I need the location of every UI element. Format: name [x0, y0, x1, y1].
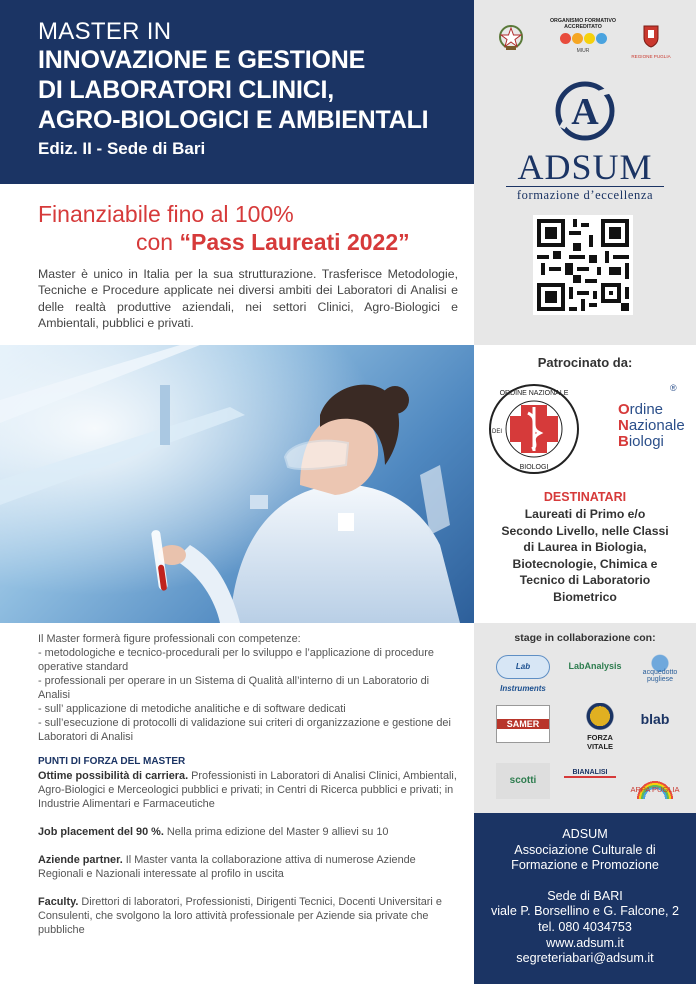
funding-pass: “Pass Laureati 2022”	[179, 229, 410, 255]
intro-paragraph: Master è unico in Italia per la sua strutturazione. Trasferisce Metodologie, Tecniche e Procedure applicate nei diversi ambiti dei Laboratori di Analisi e delle realtà produttive aziendali, nei settori Clinici, Agro-Biologici e Ambientali, pubblici e privati.	[38, 267, 458, 331]
nazionale-line	[618, 418, 685, 434]
svg-text:DEI: DEI	[491, 429, 503, 435]
strengths-heading: PUNTI DI FORZA DEL MASTER	[38, 756, 186, 767]
destinatari-line: Tecnico di Laboratorio	[519, 573, 651, 587]
bullet-item: - sull’esecuzione di protocolli di validazione sui criteri di organizzazione e gestione dei Laboratori di Analisi	[38, 717, 451, 743]
title-line-4: AGRO-BIOLOGICI E AMBIENTALI	[38, 106, 429, 134]
svg-text:ORDINE NAZIONALE: ORDINE NAZIONALE	[499, 390, 569, 397]
biologi-rest: iologi	[628, 433, 664, 450]
partner-acquedotto-logo: acquedotto pugliese	[636, 653, 684, 687]
program-description	[38, 632, 462, 937]
strength-partners-text: Il Master vanta la collaborazione attiva di numerose Aziende Regionali e Nazionali interessate al profilo in uscita	[38, 854, 416, 880]
adsum-wordmark: ADSUM	[517, 147, 653, 187]
competences-intro: Il Master formerà figure professionali con competenze:	[38, 633, 301, 645]
miur-label: MIUR	[576, 48, 590, 54]
contact-website-link[interactable]: www.adsum.it	[546, 935, 624, 950]
partner-forza-vitale-logo: FORZA VITALE	[578, 703, 622, 747]
partner-lab-instruments-logo: Lab Instruments	[496, 655, 550, 679]
partner-bianalisi-logo: BIANALISI	[564, 769, 616, 778]
contact-org-name: ADSUM	[562, 827, 608, 841]
title-banner	[0, 0, 474, 184]
italian-emblem-icon	[498, 24, 524, 52]
destinatari-section	[474, 490, 696, 605]
nazionale-rest: azionale	[628, 417, 685, 434]
adsum-monogram-icon	[554, 80, 616, 142]
accreditation-title: ORGANISMO FORMATIVO ACCREDITATO	[549, 18, 617, 30]
patronage-title: Patrocinato da:	[537, 355, 633, 370]
funding-line-1: Finanziabile fino al 100%	[38, 201, 294, 227]
strength-faculty-title: Faculty.	[38, 896, 79, 908]
miur-logo	[556, 33, 610, 47]
nazionale-initial: N	[618, 417, 629, 434]
funding-line-2	[38, 228, 468, 256]
samer-label: SAMER	[497, 719, 549, 729]
ordine-rest: rdine	[629, 401, 664, 418]
destinatari-text	[474, 506, 696, 605]
funding-headline	[38, 200, 468, 256]
strength-career-text: Professionisti in Laboratori di Analisi Clinici, Ambientali, Agro-Biologici e Merceologici pubblici e privati; in Centri di Ricerca pubblici e privati; in Industrie Alimentari e Farmaceutiche	[38, 770, 457, 810]
strength-career-title: Ottime possibilità di carriera.	[38, 770, 189, 782]
strength-faculty-text: Direttori di laboratori, Professionisti, Dirigenti Tecnici, Docenti Universitari e Consulenti, che svolgono la loro attività professionale per Aziende sia private che pubbliche	[38, 896, 442, 936]
institutional-logos	[474, 18, 696, 68]
destinatari-line: Laureati di Primo e/o	[524, 507, 646, 521]
biologi-initial: B	[618, 433, 629, 450]
regione-puglia-label: REGIONE PUGLIA	[631, 54, 671, 59]
contact-org-line-3: Formazione e Promozione	[511, 858, 659, 873]
destinatari-line: di Laurea in Biologia,	[523, 540, 647, 554]
destinatari-heading: DESTINATARI	[543, 490, 627, 504]
partner-blab-logo: blab	[640, 711, 670, 727]
edition-label: Ediz. II - Sede di Bari	[38, 139, 206, 158]
svg-text:A: A	[571, 91, 599, 133]
funding-prefix: con	[136, 229, 180, 255]
biologi-line	[618, 434, 685, 450]
contact-email-link[interactable]: segreteriabari@adsum.it	[516, 951, 654, 966]
strength-partners-title: Aziende partner.	[38, 854, 123, 866]
strength-career	[38, 769, 462, 811]
qr-code-icon[interactable]	[533, 215, 633, 315]
partner-arpa-puglia-logo: ARPA PUGLIA	[626, 759, 684, 799]
bullet-item: - sull’ applicazione di metodiche analitiche e di software dedicati	[38, 703, 346, 715]
ordine-biologi-seal-icon	[488, 383, 580, 475]
partner-scotti-logo: scotti	[496, 763, 550, 799]
contact-panel	[474, 813, 696, 984]
ordine-initial: O	[618, 401, 630, 418]
ordine-biologi-wordmark	[618, 402, 685, 450]
contact-phone[interactable]: tel. 080 4034753	[538, 919, 632, 934]
registered-mark: ®	[670, 383, 677, 393]
contact-org-line-2: Associazione Culturale di	[514, 842, 656, 857]
contact-address: viale P. Borsellino e G. Falcone, 2	[490, 904, 680, 919]
contact-sede: Sede di BARI	[547, 888, 623, 903]
strength-placement-text: Nella prima edizione del Master 9 allievi su 10	[163, 826, 389, 838]
lab-photo	[0, 345, 474, 623]
bullet-item: - metodologiche e tecnico-procedurali per lo sviluppo e l’applicazione di procedure operative standard	[38, 647, 434, 673]
destinatari-line: Biometrico	[553, 589, 617, 604]
strength-placement	[38, 825, 462, 839]
destinatari-line: Secondo Livello, nelle Classi	[501, 523, 669, 538]
title-line-3: DI LABORATORI CLINICI,	[38, 76, 335, 104]
adsum-tagline: formazione d’eccellenza	[506, 186, 664, 203]
destinatari-line: Biotecnologie, Chimica e	[512, 556, 658, 571]
bullet-item: - professionali per operare in un Sistema di Qualità all’interno di un Laboratorio di Analisi	[38, 675, 430, 701]
stage-title: stage in collaborazione con:	[514, 632, 656, 644]
title-line-1: MASTER IN	[38, 18, 172, 45]
strength-partners	[38, 853, 462, 881]
regione-puglia-emblem-icon	[642, 24, 660, 48]
svg-text:BIOLOGI: BIOLOGI	[519, 464, 549, 471]
title-line-2: INNOVAZIONE E GESTIONE	[38, 46, 366, 74]
strength-placement-title: Job placement del 90 %.	[38, 826, 164, 838]
strength-faculty	[38, 895, 462, 937]
partner-labanalysis-logo: LabAnalysis	[568, 661, 622, 671]
partner-samer-logo	[496, 705, 550, 743]
stage-partners-section	[474, 623, 696, 813]
ordine-line	[618, 402, 685, 418]
adsum-logo	[474, 80, 696, 200]
